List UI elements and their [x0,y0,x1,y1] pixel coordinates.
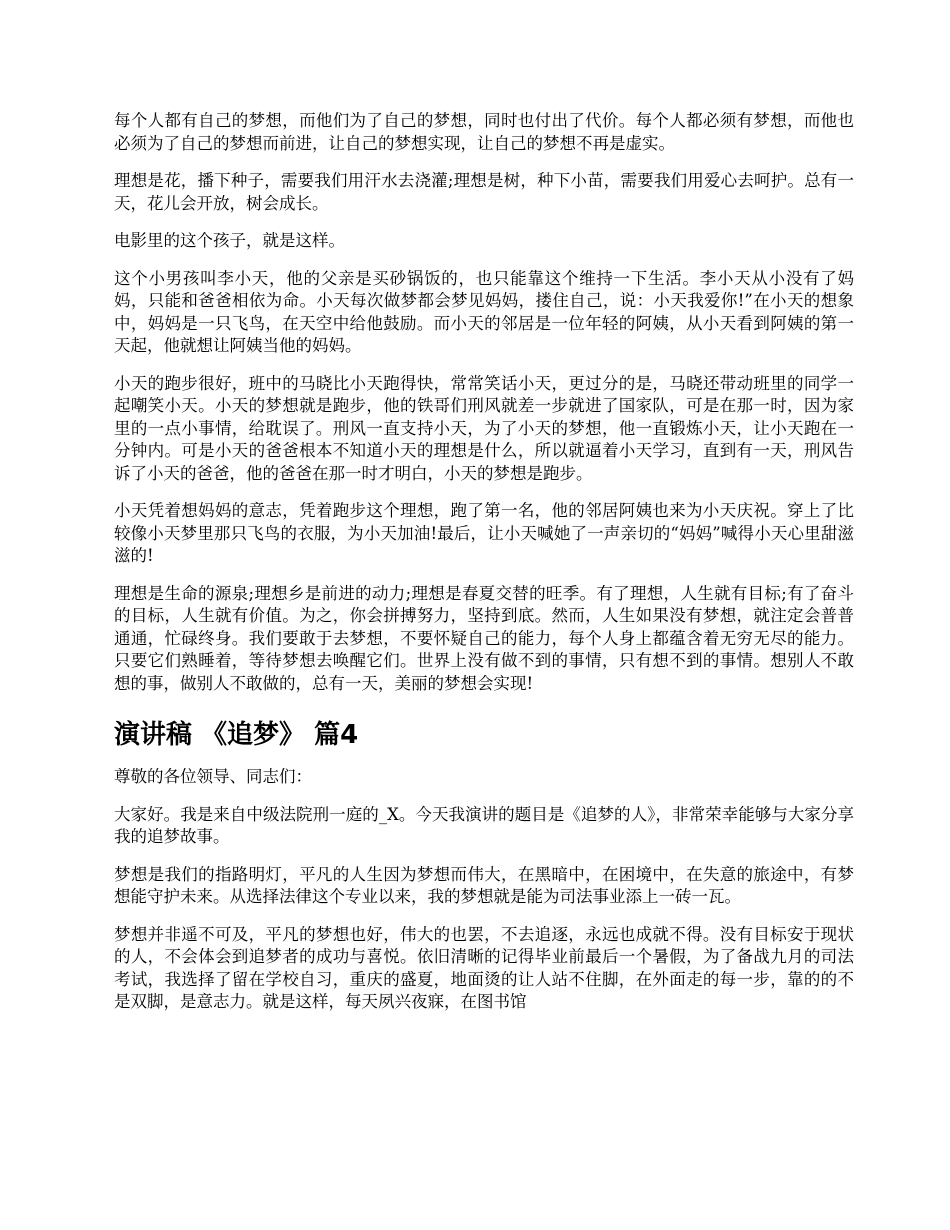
paragraph: 理想是生命的源泉;理想乡是前进的动力;理想是春夏交替的旺季。有了理想，人生就有目标;有了奋斗的目标，人生就有价值。为之，你会拼搏努力，坚持到底。然而，人生如果没有梦想，就注定会普普通通，忙碌终身。我们要敢于去梦想，不要怀疑自己的能力，每个人身上都蕴含着无穷无尽的能力。只要它们熟睡着，等待梦想去唤醒它们。世界上没有做不到的事情，只有想不到的事情。想别人不敢想的事，做别人不敢做的，总有一天，美丽的梦想会实现! [114,583,854,693]
section-heading: 演讲稿 《追梦》 篇4 [114,720,359,750]
paragraph: 梦想并非遥不可及，平凡的梦想也好，伟大的也罢，不去追逐，永远也成就不得。没有目标安于现状的人，不会体会到追梦者的成功与喜悦。依旧清晰的记得毕业前最后一个暑假，为了备战九月的司法考试，我选择了留在学校自习，重庆的盛夏，地面烫的让人站不住脚，在外面走的每一步，靠的的不是双脚，是意志力。就是这样，每天夙兴夜寐，在图书馆 [114,924,854,1011]
document-page [114,110,854,1029]
paragraph: 这个小男孩叫李小天，他的父亲是买砂锅饭的，也只能靠这个维持一下生活。李小天从小没有了妈妈，只能和爸爸相依为命。小天每次做梦都会梦见妈妈，搂住自己，说：小天我爱你!”在小天的想象中，妈妈是一只飞鸟，在天空中给他鼓励。而小天的邻居是一位年轻的阿姨，从小天看到阿姨的第一天起，他就想让阿姨当他的妈妈。 [114,268,854,355]
paragraph: 理想是花，播下种子，需要我们用汗水去浇灌;理想是树，种下小苗，需要我们用爱心去呵护。总有一天，花儿会开放，树会成长。 [114,171,854,213]
paragraph: 梦想是我们的指路明灯，平凡的人生因为梦想而伟大，在黑暗中，在困境中，在失意的旅途中，有梦想能守护未来。从选择法律这个专业以来，我的梦想就是能为司法事业添上一砖一瓦。 [114,864,854,906]
paragraph: 小天凭着想妈妈的意志，凭着跑步这个理想，跑了第一名，他的邻居阿姨也来为小天庆祝。穿上了比较像小天梦里那只飞鸟的衣服，为小天加油!最后，让小天喊她了一声亲切的“妈妈”喊得小天心里甜滋滋的! [114,501,854,565]
paragraph: 小天的跑步很好，班中的马晓比小天跑得快，常常笑话小天，更过分的是，马晓还带动班里的同学一起嘲笑小天。小天的梦想就是跑步，他的铁哥们刑风就差一步就进了国家队，可是在那一时，因为家里的一点小事情，给耽误了。刑风一直支持小天，为了小天的梦想，他一直锻炼小天，让小天跑在一分钟内。可是小天的爸爸根本不知道小天的理想是什么，所以就逼着小天学习，直到有一天，刑风告诉了小天的爸爸，他的爸爸在那一时才明白，小天的梦想是跑步。 [114,373,854,483]
paragraph: 每个人都有自己的梦想，而他们为了自己的梦想，同时也付出了代价。每个人都必须有梦想，而他也必须为了自己的梦想而前进，让自己的梦想实现，让自己的梦想不再是虚实。 [114,111,854,153]
paragraph: 尊敬的各位领导、同志们： [114,767,312,786]
paragraph: 电影里的这个孩子，就是这样。 [114,231,345,250]
paragraph: 大家好。我是来自中级法院刑一庭的_X。今天我演讲的题目是《追梦的人》，非常荣幸能够与大家分享我的追梦故事。 [114,804,854,846]
